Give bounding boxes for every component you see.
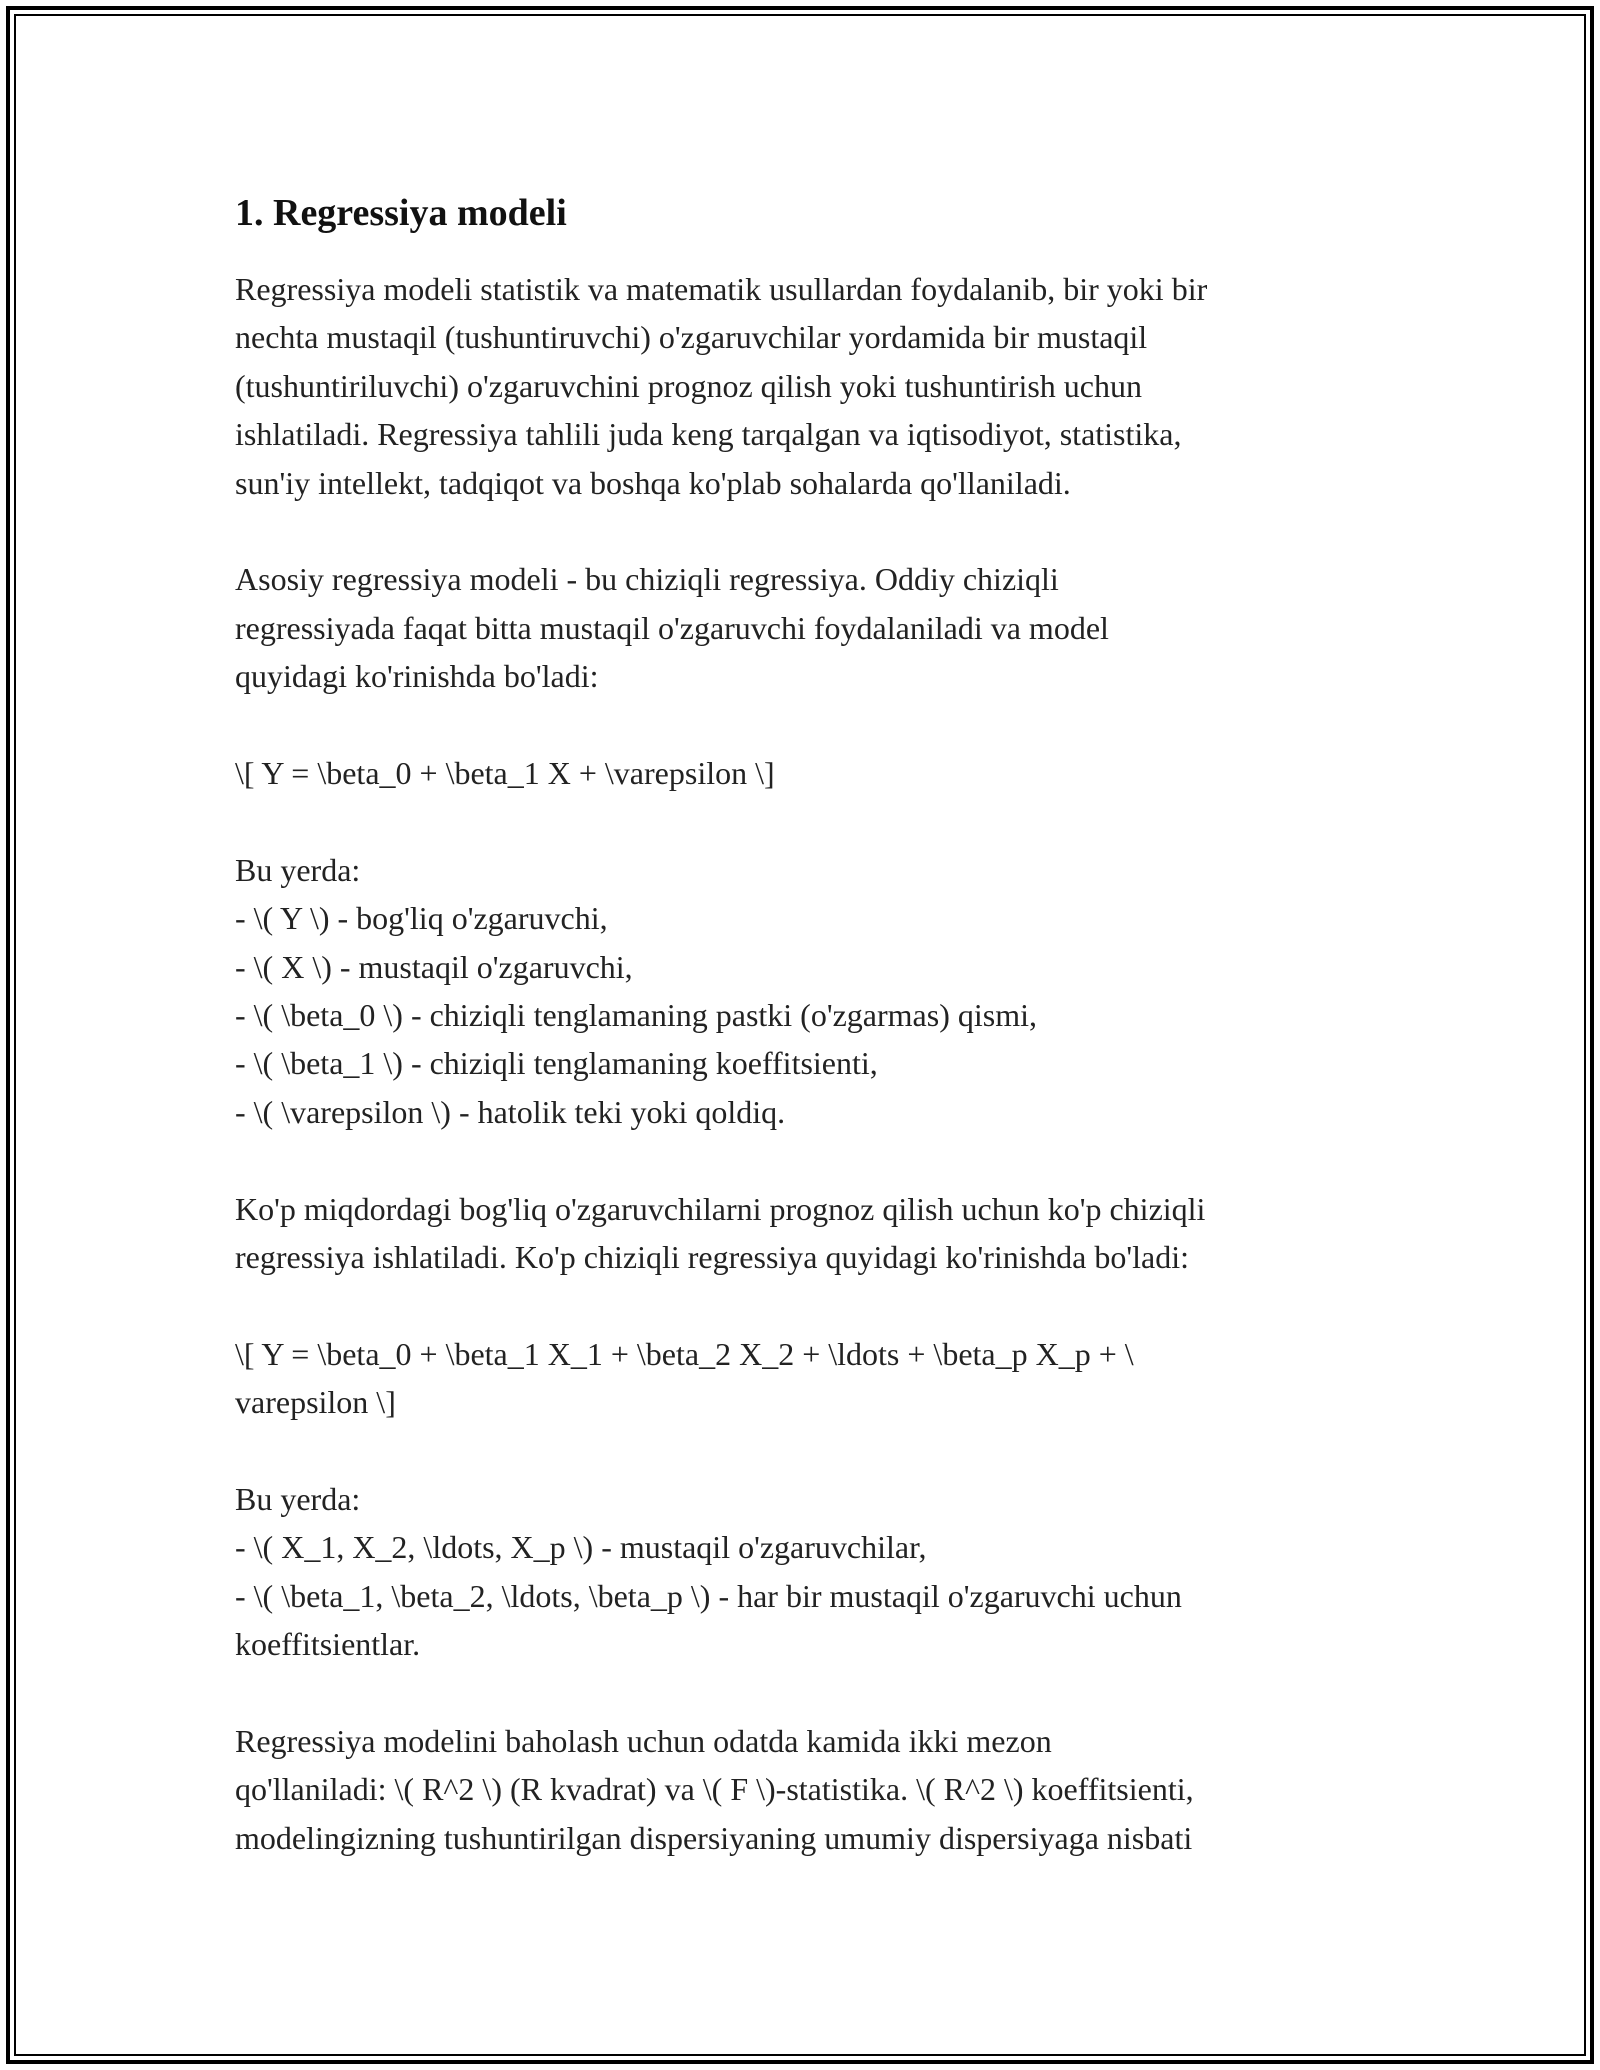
text-line: Regressiya modeli statistik va matematik usullardan foydalanib, bir yoki bir	[235, 271, 1208, 307]
text-line: qo'llaniladi: \( R^2 \) (R kvadrat) va \( F \)-statistika. \( R^2 \) koeffitsienti,	[235, 1771, 1194, 1808]
text-line: nechta mustaqil (tushuntiruvchi) o'zgaruvchilar yordamida bir mustaqil	[235, 319, 1148, 356]
text-line: Bu yerda:	[235, 851, 361, 888]
text-line: ishlatiladi. Regressiya tahlili juda keng tarqalgan va iqtisodiyot, statistika,	[235, 416, 1182, 453]
section-heading: 1. Regressiya modeli	[235, 192, 567, 234]
blank-line	[235, 1427, 1365, 1475]
text-line: - \( Y \) - bog'liq o'zgaruvchi,	[235, 900, 608, 937]
text-line: \[ Y = \beta_0 + \beta_1 X + \varepsilon \]	[235, 755, 775, 792]
blank-line	[235, 1136, 1365, 1184]
blank-line	[235, 1281, 1365, 1329]
text-line: koeffitsientlar.	[235, 1626, 421, 1663]
blank-line	[235, 701, 1365, 749]
text-line: - \( \beta_0 \) - chiziqli tenglamaning pastki (o'zgarmas) qismi,	[235, 997, 1037, 1034]
text-line: \[ Y = \beta_0 + \beta_1 X_1 + \beta_2 X_2 + \ldots + \beta_p X_p + \	[235, 1335, 1134, 1372]
text-line: - \( X_1, X_2, \ldots, X_p \) - mustaqil o'zgaruvchilar,	[235, 1529, 927, 1566]
text-line: quyidagi ko'rinishda bo'ladi:	[235, 658, 599, 695]
text-line: - \( X \) - mustaqil o'zgaruvchi,	[235, 948, 633, 985]
text-line: Asosiy regressiya modeli - bu chiziqli regressiya. Oddiy chiziqli	[235, 561, 1059, 598]
text-line: regressiyada faqat bitta mustaqil o'zgaruvchi foydalaniladi va model	[235, 609, 1109, 646]
text-line: Regressiya modelini baholash uchun odatda kamida ikki mezon	[235, 1723, 1052, 1760]
text-line: Bu yerda:	[235, 1481, 361, 1518]
text-line: modelingizning tushuntirilgan dispersiyaning umumiy dispersiyaga nisbati	[235, 1819, 1193, 1856]
blank-line	[235, 507, 1365, 555]
text-line: regressiya ishlatiladi. Ko'p chiziqli regressiya quyidagi ko'rinishda bo'ladi:	[235, 1239, 1189, 1276]
text-line: - \( \beta_1, \beta_2, \ldots, \beta_p \) - har bir mustaqil o'zgaruvchi uchun	[235, 1577, 1182, 1614]
text-line: (tushuntiriluvchi) o'zgaruvchini prognoz qilish yoki tushuntirish uchun	[235, 367, 1142, 404]
text-line: - \( \varepsilon \) - hatolik teki yoki qoldiq.	[235, 1093, 786, 1130]
document-body	[235, 265, 1365, 1862]
text-line: varepsilon \]	[235, 1384, 396, 1421]
text-line: - \( \beta_1 \) - chiziqli tenglamaning koeffitsienti,	[235, 1045, 878, 1082]
document-page	[235, 185, 1365, 1862]
text-line: sun'iy intellekt, tadqiqot va boshqa ko'plab sohalarda qo'llaniladi.	[235, 464, 1071, 501]
text-line: Ko'p miqdordagi bog'liq o'zgaruvchilarni prognoz qilish uchun ko'p chiziqli	[235, 1190, 1206, 1227]
blank-line	[235, 1669, 1365, 1717]
blank-line	[235, 797, 1365, 845]
